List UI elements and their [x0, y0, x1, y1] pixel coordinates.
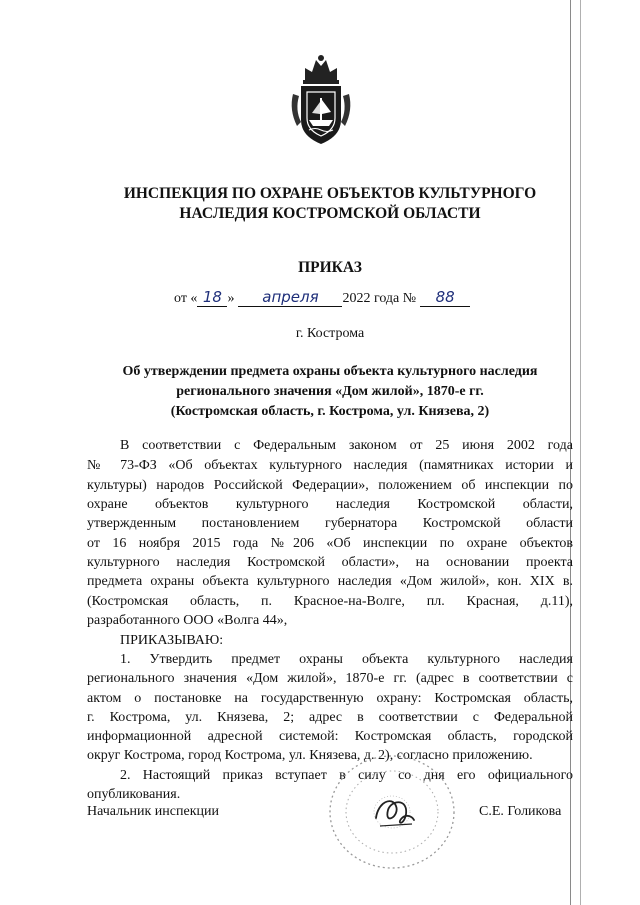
- coat-of-arms-icon: [287, 50, 355, 150]
- organization-name-line-2: НАСЛЕДИЯ КОСТРОМСКОЙ ОБЛАСТИ: [179, 205, 481, 222]
- month-handwritten: апреля: [238, 290, 342, 307]
- title-line-1: Об утверждении предмета охраны объекта культурного наследия: [122, 364, 538, 379]
- body-line: актом о постановке на государственную охрану: Костромская область,: [87, 691, 573, 706]
- day-handwritten: 18: [197, 290, 227, 307]
- body-line: информационной адресной системой: Костромская область, городской: [87, 729, 573, 744]
- body-line: г. Кострома, ул. Князева, 2; адрес в соответствии с Федеральной: [87, 710, 573, 725]
- body-line: охране объектов культурного наследия Костромской области,: [87, 497, 573, 512]
- body-line: культуры) народов Российской Федерации», положением об инспекции по: [87, 478, 573, 493]
- body-line: опубликования.: [87, 787, 181, 802]
- body-line: разработанного ООО «Волга 44»,: [87, 613, 288, 628]
- body-line: от 16 ноября 2015 года №206 «Об инспекции по охране объектов: [87, 536, 573, 551]
- title-line-2: регионального значения «Дом жилой», 1870-е гг.: [176, 384, 484, 399]
- title-line-3: (Костромская область, г. Кострома, ул. Князева, 2): [170, 404, 490, 419]
- order-keyword: ПРИКАЗЫВАЮ:: [120, 633, 224, 648]
- body-line: регионального значения «Дом жилой», 1870-е гг. (адрес в соответствии с: [87, 671, 573, 686]
- signer-name: С.Е. Голикова: [479, 804, 562, 819]
- body-line: предмета охраны объекта культурного наследия «Дом жилой», кон. XIX в.: [87, 574, 573, 589]
- body-line: В соответствии с Федеральным законом от 25 июня 2002 года: [120, 438, 573, 453]
- document-type: ПРИКАЗ: [298, 259, 362, 276]
- date-line: [174, 290, 470, 307]
- body-line: культурного наследия Костромской области», на основании проекта: [87, 555, 573, 570]
- order-number-handwritten: 88: [420, 290, 470, 307]
- body-line: округ Кострома, город Кострома, ул. Князева, д. 2), согласно приложению.: [87, 748, 533, 763]
- order-item-2: 2. Настоящий приказ вступает в силу со дня его официального: [120, 768, 573, 783]
- scan-edge-line: [580, 0, 581, 905]
- order-item-1: 1. Утвердить предмет охраны объекта культурного наследия: [120, 652, 573, 667]
- year-text: 2022 года №: [342, 291, 417, 306]
- body-line: утвержденным постановлением губернатора Костромской области: [87, 516, 573, 531]
- signer-position: Начальник инспекции: [87, 804, 219, 819]
- city: г. Кострома: [295, 326, 365, 341]
- date-mid: »: [227, 291, 235, 306]
- body-line: № 73-ФЗ «Об объектах культурного наследия (памятниках истории и: [87, 458, 573, 473]
- body-line: (Костромская область, п. Красное-на-Волге, пл. Красная, д.11),: [87, 594, 573, 609]
- organization-name-line-1: ИНСПЕКЦИЯ ПО ОХРАНЕ ОБЪЕКТОВ КУЛЬТУРНОГО: [123, 185, 537, 202]
- date-prefix: от «: [174, 291, 198, 306]
- stamp-with-signature: [318, 748, 466, 876]
